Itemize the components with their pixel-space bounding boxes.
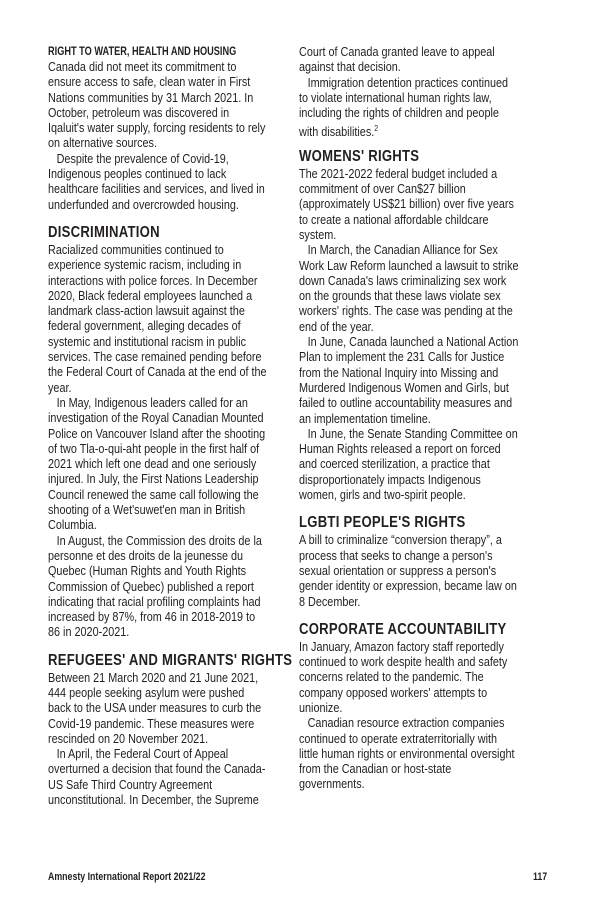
text-line <box>299 121 523 140</box>
text-line <box>48 152 272 167</box>
text: Iqaluit's water supply, forcing residents to rely <box>48 121 266 136</box>
text: unionize. <box>299 700 343 715</box>
text-line <box>299 777 523 792</box>
text-line <box>299 396 523 411</box>
heading-text <box>299 147 512 167</box>
paragraph <box>299 716 559 792</box>
text: DISCRIMINATION <box>48 223 160 241</box>
text-line <box>299 442 523 457</box>
text: including the rights of children and people <box>299 106 499 121</box>
text-line <box>299 304 523 319</box>
text: system. <box>299 227 337 242</box>
text: down Canada's laws criminalizing sex work <box>299 273 507 288</box>
text-line <box>48 198 272 213</box>
text-line <box>299 747 523 762</box>
subsection-heading <box>48 45 308 60</box>
text-line <box>299 473 523 488</box>
text-line <box>48 91 272 106</box>
text: to violate international human rights law, <box>299 90 492 105</box>
text: 444 people seeking asylum were pushed <box>48 685 245 700</box>
paragraph <box>48 243 308 396</box>
text-line <box>48 411 272 426</box>
text-line <box>48 335 272 350</box>
text: Nations communities by 31 March 2021. In <box>48 90 254 105</box>
text: year. <box>48 380 72 395</box>
text: 86 in 2020-2021. <box>48 625 130 640</box>
text-line <box>48 182 272 197</box>
text: from the Canadian or host-state <box>299 762 452 777</box>
text: Covid-19 pandemic. These measures were <box>48 716 255 731</box>
section-heading <box>48 223 308 243</box>
text-line <box>48 564 272 579</box>
text: The 2021-2022 federal budget included a <box>299 166 498 181</box>
text-line <box>299 228 523 243</box>
text-line <box>299 289 523 304</box>
text-line <box>48 671 272 686</box>
text: 2020, Black federal employees launched a <box>48 288 253 303</box>
text: of two Tla-o-qui-aht people in the first half of <box>48 441 260 456</box>
text-line <box>48 503 272 518</box>
text: increased by 87%, from 46 in 2018-2019 to <box>48 610 256 625</box>
text: little human rights or environmental oversight <box>299 746 515 761</box>
text-line <box>299 732 523 747</box>
paragraph <box>299 533 559 609</box>
text: federal government, alleging decades of <box>48 319 241 334</box>
paragraph <box>299 167 559 243</box>
text-line <box>48 243 272 258</box>
text-line <box>48 304 272 319</box>
text: company opposed workers' attempts to <box>299 685 488 700</box>
text: process that seeks to change a person's <box>299 548 493 563</box>
text: shooting of a Wet'suwet'en man in British <box>48 503 246 518</box>
text-line <box>299 335 523 350</box>
text-line <box>299 670 523 685</box>
section-heading <box>48 651 308 671</box>
text: personne et des droits de la jeunesse du <box>48 548 244 563</box>
paragraph <box>299 75 559 140</box>
text: rescinded on 20 November 2021. <box>48 731 209 746</box>
text: 2021 which left one dead and one seriously <box>48 457 257 472</box>
text: overturned a decision that found the Canada- <box>48 762 266 777</box>
text: injured. In July, the First Nations Leadership <box>48 472 259 487</box>
text: an implementation timeline. <box>299 411 431 426</box>
text-line <box>299 197 523 212</box>
text-line <box>299 182 523 197</box>
text: commitment of over Can$27 billion <box>299 182 466 197</box>
text: LGBTI PEOPLE'S RIGHTS <box>299 514 466 532</box>
text-line <box>299 427 523 442</box>
text: the Federal Court of Canada at the end of the <box>48 365 267 380</box>
paragraph <box>299 640 559 716</box>
text: Court of Canada granted leave to appeal <box>299 45 495 59</box>
text-line <box>299 762 523 777</box>
text-line <box>48 60 272 75</box>
text: governments. <box>299 777 365 792</box>
text-line <box>48 365 272 380</box>
text-line <box>299 533 523 548</box>
text: Indigenous peoples continued to lack <box>48 167 227 182</box>
text-line <box>299 412 523 427</box>
text-line <box>48 747 272 762</box>
text: RIGHT TO WATER, HEALTH AND HOUSING <box>48 46 237 58</box>
text: Human Rights released a report on forced <box>299 442 501 457</box>
text-line <box>48 762 272 777</box>
text-line <box>299 320 523 335</box>
text: In April, the Federal Court of Appeal <box>56 747 229 762</box>
right-column <box>299 45 559 793</box>
text-line <box>48 580 272 595</box>
paragraph <box>48 152 308 213</box>
text: Between 21 March 2020 and 21 June 2021, <box>48 670 259 685</box>
text: In January, Amazon factory staff reportedly <box>299 639 504 654</box>
text-line <box>299 716 523 731</box>
text-line <box>48 488 272 503</box>
text-line <box>299 381 523 396</box>
text: Columbia. <box>48 518 97 533</box>
text: continued to operate extraterritorially with <box>299 731 498 746</box>
text: Despite the prevalence of Covid-19, <box>56 151 229 166</box>
text-line <box>299 488 523 503</box>
text: underfunded and overcrowded housing. <box>48 197 239 212</box>
heading-text <box>299 513 512 533</box>
paragraph <box>48 60 308 152</box>
text: healthcare facilities and services, and lived in <box>48 182 265 197</box>
text-line <box>48 717 272 732</box>
text-line <box>299 595 523 610</box>
text-line <box>48 701 272 716</box>
text: Quebec (Human Rights and Youth Rights <box>48 564 247 579</box>
text-line <box>299 350 523 365</box>
text: In August, the Commission des droits de la <box>56 533 262 548</box>
text-line <box>48 274 272 289</box>
text: services. The case remained pending before <box>48 350 262 365</box>
text-line <box>48 625 272 640</box>
text-line <box>299 686 523 701</box>
text-line <box>299 91 523 106</box>
paragraph <box>299 243 559 335</box>
text-line <box>48 427 272 442</box>
text-line <box>48 319 272 334</box>
text-line <box>48 595 272 610</box>
text: on alternative sources. <box>48 136 157 151</box>
heading-text <box>299 620 512 640</box>
text-line <box>48 258 272 273</box>
text: workers' rights. The case was pending at the <box>299 304 513 319</box>
text: In May, Indigenous leaders called for an <box>56 395 248 410</box>
text-line <box>48 793 272 808</box>
text: gender identity or expression, became law on <box>299 579 517 594</box>
text: Council renewed the same call following the <box>48 487 259 502</box>
footer-report-title: Amnesty International Report 2021/22 <box>48 871 206 883</box>
text: women, girls and two-spirit people. <box>299 488 466 503</box>
text-line <box>299 457 523 472</box>
paragraph <box>299 45 559 76</box>
text-line <box>48 518 272 533</box>
text: against that decision. <box>299 60 401 75</box>
text-line <box>299 213 523 228</box>
text-line <box>48 686 272 701</box>
text: CORPORATE ACCOUNTABILITY <box>299 620 507 638</box>
text-line <box>48 457 272 472</box>
text: sexual orientation or suppress a person's <box>299 563 497 578</box>
text-line <box>48 534 272 549</box>
paragraph <box>299 335 559 427</box>
text: (approximately US$21 billion) over five years <box>299 197 514 212</box>
text-line <box>48 106 272 121</box>
text-line <box>299 549 523 564</box>
text: October, petroleum was discovered in <box>48 105 230 120</box>
text-line <box>299 167 523 182</box>
page-number: 117 <box>533 871 548 883</box>
text-line <box>299 640 523 655</box>
text: Canadian resource extraction companies <box>307 716 505 731</box>
text-line <box>299 76 523 91</box>
paragraph <box>48 396 308 534</box>
text-line <box>48 732 272 747</box>
text: landmark class-action lawsuit against the <box>48 304 245 319</box>
paragraph <box>48 671 308 747</box>
text: WOMENS' RIGHTS <box>299 147 420 165</box>
text-line <box>48 778 272 793</box>
text-line <box>299 564 523 579</box>
text-line <box>299 106 523 121</box>
text: In March, the Canadian Alliance for Sex <box>307 243 498 258</box>
text: ensure access to safe, clean water in First <box>48 75 251 90</box>
paragraph <box>299 427 559 503</box>
section-heading <box>299 513 559 533</box>
text: Murdered Indigenous Women and Girls, but <box>299 380 509 395</box>
text-line <box>299 243 523 258</box>
section-heading <box>299 620 559 640</box>
text: A bill to criminalize “conversion therapy”, a <box>299 533 502 548</box>
section-heading <box>299 147 559 167</box>
text: end of the year. <box>299 319 374 334</box>
heading-text <box>48 223 261 243</box>
paragraph <box>48 747 308 808</box>
text-line <box>299 366 523 381</box>
text: US Safe Third Country Agreement <box>48 777 213 792</box>
text-line <box>48 136 272 151</box>
footnote-marker[interactable]: 2 <box>374 124 379 134</box>
text: on the grounds that these laws violate sex <box>299 289 501 304</box>
text: Plan to implement the 231 Calls for Justice <box>299 350 505 365</box>
text-line <box>48 472 272 487</box>
text: continued to work despite health and safety <box>299 655 508 670</box>
text-line <box>48 381 272 396</box>
text: Commission of Quebec) published a report <box>48 579 254 594</box>
paragraph <box>48 534 308 641</box>
heading-text <box>48 45 256 60</box>
text-line <box>48 396 272 411</box>
text: experience systemic racism, including in <box>48 258 242 273</box>
text: Racialized communities continued to <box>48 242 224 257</box>
text: Work Law Reform launched a lawsuit to strike <box>299 258 519 273</box>
text: interactions with police forces. In December <box>48 273 258 288</box>
text: unconstitutional. In December, the Supreme <box>48 793 259 808</box>
text-line <box>48 75 272 90</box>
text-line <box>48 350 272 365</box>
text-line <box>299 274 523 289</box>
text: systemic and institutional racism in public <box>48 334 247 349</box>
text-line <box>48 167 272 182</box>
text-line <box>299 701 523 716</box>
text: indicating that racial profiling complaints had <box>48 594 261 609</box>
text: failed to outline accountability measures and <box>299 396 513 411</box>
text: Police on Vancouver Island after the shooting <box>48 426 266 441</box>
text-line <box>299 259 523 274</box>
text-line <box>299 655 523 670</box>
left-column <box>48 45 308 808</box>
text-line <box>48 610 272 625</box>
text: Canada did not meet its commitment to <box>48 60 237 74</box>
text-line <box>48 549 272 564</box>
text: Immigration detention practices continued <box>307 75 509 90</box>
heading-text <box>48 651 293 671</box>
text-line <box>48 442 272 457</box>
text: back to the USA under measures to curb the <box>48 701 262 716</box>
text: In June, Canada launched a National Action <box>307 335 519 350</box>
text: to create a national affordable childcare <box>299 212 489 227</box>
text: 8 December. <box>299 594 361 609</box>
text: and coerced sterilization, a practice that <box>299 457 490 472</box>
text: from the National Inquiry into Missing and <box>299 365 499 380</box>
text: investigation of the Royal Canadian Mounted <box>48 411 264 426</box>
text: concerns related to the pandemic. The <box>299 670 484 685</box>
text-line <box>48 289 272 304</box>
text: with disabilities. <box>299 125 375 140</box>
text-line <box>48 121 272 136</box>
text-line <box>299 579 523 594</box>
text: REFUGEES' AND MIGRANTS' RIGHTS <box>48 651 293 669</box>
text: In June, the Senate Standing Committee on <box>307 426 518 441</box>
text-line <box>299 60 523 75</box>
text-line <box>299 45 523 60</box>
text: disproportionately impacts Indigenous <box>299 472 481 487</box>
